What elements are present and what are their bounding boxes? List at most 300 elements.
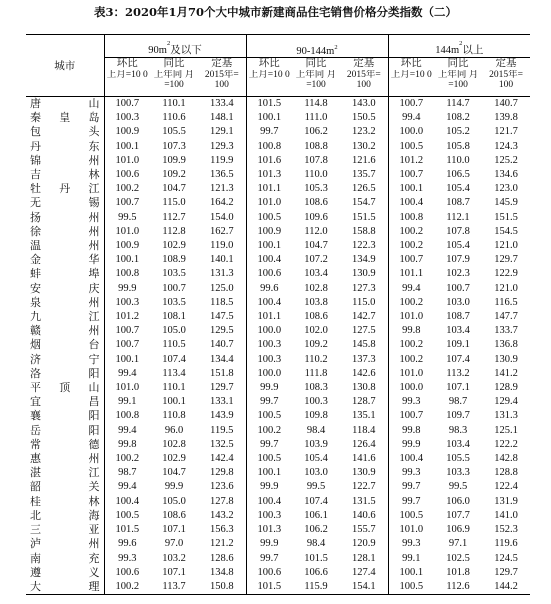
- index-value-cell: 100.7: [115, 325, 140, 337]
- index-value-cell: 102.8: [304, 282, 328, 294]
- index-value-cell: 130.2: [340, 140, 388, 154]
- index-value-cell: 129.7: [494, 254, 518, 266]
- index-value-cell: 103.3: [446, 467, 470, 479]
- index-value-cell: 102.9: [162, 453, 186, 465]
- index-value-cell: 154.0: [198, 211, 246, 225]
- index-value-cell: 108.3: [304, 382, 328, 394]
- index-value-cell: 118.4: [340, 424, 388, 438]
- index-value-cell: 133.7: [494, 325, 518, 337]
- index-value-cell: 100.2: [115, 183, 140, 195]
- index-value-cell: 108.7: [446, 197, 470, 209]
- index-value-cell: 100.4: [399, 197, 424, 209]
- index-value-cell: 108.8: [304, 140, 328, 152]
- index-value-cell: 100.9: [115, 240, 140, 252]
- index-value-cell: 142.8: [494, 453, 518, 465]
- index-value-cell: 105.5: [162, 126, 186, 138]
- index-value-cell: 99.5: [118, 211, 137, 223]
- index-value-cell: 101.8: [446, 566, 470, 578]
- index-value-cell: 107.1: [162, 566, 186, 578]
- table-row: [26, 225, 530, 239]
- index-value-cell: 99.8: [402, 325, 421, 337]
- table-row: [26, 140, 530, 154]
- index-value-cell: 97.0: [164, 538, 184, 550]
- index-value-cell: 100.1: [399, 183, 424, 195]
- index-value-cell: 100.1: [115, 254, 140, 266]
- city-name-cell: 烟台: [26, 338, 104, 352]
- index-value-cell: 106.0: [446, 495, 470, 507]
- index-value-cell: 100.4: [399, 453, 424, 465]
- index-value-cell: 99.3: [118, 552, 137, 564]
- index-value-cell: 103.4: [304, 268, 328, 280]
- index-value-cell: 102.9: [162, 240, 186, 252]
- city-name-cell: 九江: [26, 310, 104, 324]
- index-value-cell: 100.9: [115, 126, 140, 138]
- index-value-cell: 99.3: [402, 396, 421, 408]
- index-value-cell: 100.1: [257, 112, 282, 124]
- index-value-cell: 99.7: [260, 552, 279, 564]
- index-value-cell: 129.7: [494, 566, 518, 578]
- index-value-cell: 99.4: [118, 367, 137, 379]
- sub-header-yoy: 同比: [163, 58, 185, 69]
- index-value-cell: 112.7: [162, 211, 186, 223]
- table-row: [26, 182, 530, 196]
- city-name-cell: 襄阳: [26, 409, 104, 423]
- index-value-cell: 100.1: [115, 353, 140, 365]
- table-row: [26, 367, 530, 381]
- index-value-cell: 96.0: [164, 424, 184, 436]
- index-value-cell: 126.4: [340, 438, 388, 452]
- index-value-cell: 139.8: [494, 112, 518, 124]
- index-value-cell: 145.8: [340, 338, 388, 352]
- group-header: $90m^2$及以下: [104, 35, 246, 58]
- sub-header-base: 定基: [495, 58, 517, 69]
- index-value-cell: 100.4: [257, 495, 282, 507]
- index-value-cell: 103.2: [162, 552, 186, 564]
- index-value-cell: 107.4: [304, 495, 328, 507]
- index-value-cell: 100.2: [399, 225, 424, 237]
- index-value-cell: 134.8: [198, 566, 246, 580]
- index-value-cell: 125.0: [198, 282, 246, 296]
- index-value-cell: 130.9: [340, 267, 388, 281]
- index-value-cell: 99.1: [402, 552, 421, 564]
- index-value-cell: 122.7: [340, 480, 388, 494]
- index-value-cell: 128.8: [494, 467, 518, 479]
- city-name-cell: 赣州: [26, 324, 104, 338]
- index-value-cell: 124.3: [494, 140, 518, 152]
- table-title: 表3：2020年1月70个大中城市新建商品住宅销售价格分类指数（二）: [93, 5, 457, 19]
- index-value-cell: 110.1: [162, 382, 186, 394]
- index-value-cell: 108.7: [446, 311, 470, 323]
- sub-header-base: 定基: [198, 58, 246, 71]
- index-value-cell: 100.2: [104, 580, 150, 595]
- index-value-cell: 103.0: [304, 467, 328, 479]
- index-value-cell: 109.2: [162, 169, 186, 181]
- index-value-cell: 100.3: [257, 339, 282, 351]
- index-value-cell: 125.2: [494, 154, 518, 166]
- index-value-cell: 101.3: [257, 524, 282, 536]
- index-value-cell: 99.5: [306, 481, 326, 493]
- index-value-cell: 100.4: [257, 296, 282, 308]
- index-value-cell: 121.6: [340, 154, 388, 168]
- index-value-cell: 101.0: [399, 524, 424, 536]
- index-value-cell: 131.3: [494, 410, 518, 422]
- index-value-cell: 100.7: [115, 197, 140, 209]
- index-value-cell: 123.0: [494, 183, 518, 195]
- sub-header-base: 定基: [340, 58, 388, 71]
- index-value-cell: 140.1: [198, 253, 246, 267]
- index-value-cell: 145.9: [494, 197, 518, 209]
- index-value-cell: 123.6: [198, 480, 246, 494]
- table-row: [26, 537, 530, 551]
- index-value-cell: 105.0: [162, 325, 186, 337]
- index-value-cell: 100.7: [399, 169, 424, 181]
- index-value-cell: 100.8: [257, 140, 282, 152]
- index-value-cell: 110.2: [304, 353, 328, 365]
- base-label-yoy: 上年同 月=100: [292, 70, 340, 97]
- price-index-table: [26, 34, 530, 595]
- city-name-cell: 遵义: [26, 566, 104, 580]
- index-value-cell: 99.4: [402, 112, 421, 124]
- index-value-cell: 141.2: [494, 367, 518, 379]
- table-row: [26, 466, 530, 480]
- index-value-cell: 100.2: [399, 339, 424, 351]
- index-value-cell: 123.2: [340, 125, 388, 139]
- index-value-cell: 108.6: [304, 311, 328, 323]
- base-label-mom: 上月=10 0: [388, 70, 434, 97]
- index-value-cell: 107.8: [304, 154, 328, 166]
- index-value-cell: 154.5: [494, 225, 518, 237]
- index-value-cell: 111.8: [304, 367, 328, 379]
- index-value-cell: 100.6: [257, 268, 282, 280]
- index-value-cell: 101.0: [399, 311, 424, 323]
- base-label-yoy: 上年同 月=100: [434, 70, 482, 97]
- index-value-cell: 127.3: [340, 282, 388, 296]
- index-value-cell: 110.0: [446, 154, 470, 166]
- city-name-cell: 安庆: [26, 282, 104, 296]
- index-value-cell: 99.7: [260, 396, 279, 408]
- index-value-cell: 99.9: [260, 382, 279, 394]
- city-name-cell: 吉林: [26, 168, 104, 182]
- index-value-cell: 100.3: [115, 112, 140, 124]
- index-value-cell: 126.5: [340, 182, 388, 196]
- table-row: [26, 381, 530, 395]
- index-value-cell: 105.2: [446, 126, 470, 138]
- table-body: [26, 97, 530, 595]
- index-value-cell: 107.1: [446, 382, 470, 394]
- city-name-cell: 无锡: [26, 196, 104, 210]
- index-value-cell: 107.8: [446, 225, 470, 237]
- index-value-cell: 104.7: [162, 467, 186, 479]
- index-value-cell: 135.1: [340, 409, 388, 423]
- index-value-cell: 100.1: [257, 240, 282, 252]
- index-value-cell: 100.7: [115, 98, 140, 109]
- index-value-cell: 156.3: [198, 523, 246, 537]
- index-value-cell: 134.6: [494, 169, 518, 181]
- index-value-cell: 98.3: [448, 424, 468, 436]
- base-label-fixed: 2015年= 100: [198, 70, 246, 97]
- index-value-cell: 129.1: [198, 125, 246, 139]
- index-value-cell: 110.5: [162, 339, 186, 351]
- index-value-cell: 107.7: [446, 509, 470, 521]
- index-value-cell: 103.4: [446, 325, 470, 337]
- base-label-mom: 上月=10 0: [104, 70, 150, 97]
- index-value-cell: 130.8: [340, 381, 388, 395]
- city-name-cell: 蚌埠: [26, 267, 104, 281]
- index-value-cell: 107.1: [162, 524, 186, 536]
- city-column-header: 城市: [26, 35, 104, 97]
- table-row: [26, 409, 530, 423]
- index-value-cell: 120.9: [340, 537, 388, 551]
- index-value-cell: 99.9: [402, 438, 421, 450]
- index-value-cell: 98.7: [448, 396, 468, 408]
- index-value-cell: 106.1: [304, 509, 328, 521]
- index-value-cell: 128.9: [494, 382, 518, 394]
- city-name-cell: 扬州: [26, 211, 104, 225]
- index-value-cell: 115.9: [292, 580, 340, 595]
- sub-header-mom: 环比: [116, 58, 138, 69]
- index-value-cell: 100.2: [399, 353, 424, 365]
- index-value-cell: 131.9: [494, 495, 518, 507]
- index-value-cell: 133.1: [198, 395, 246, 409]
- index-value-cell: 151.5: [494, 211, 518, 223]
- index-value-cell: 100.5: [115, 509, 140, 521]
- group-header: $90-144m^2$: [246, 35, 388, 58]
- index-value-cell: 99.4: [402, 282, 421, 294]
- index-value-cell: 103.5: [162, 268, 186, 280]
- index-value-cell: 106.6: [304, 566, 328, 578]
- city-name-cell: 洛阳: [26, 367, 104, 381]
- table-row: [26, 395, 530, 409]
- index-value-cell: 99.9: [260, 481, 279, 493]
- index-value-cell: 122.3: [340, 239, 388, 253]
- index-value-cell: 143.2: [198, 509, 246, 523]
- city-name-cell: 北海: [26, 509, 104, 523]
- index-value-cell: 140.6: [340, 509, 388, 523]
- index-value-cell: 100.7: [162, 282, 186, 294]
- index-value-cell: 134.4: [198, 353, 246, 367]
- index-value-cell: 100.1: [257, 467, 282, 479]
- index-value-cell: 105.8: [446, 140, 470, 152]
- index-value-cell: 101.5: [246, 580, 292, 595]
- index-value-cell: 100.7: [446, 282, 470, 294]
- index-value-cell: 99.3: [402, 538, 421, 550]
- index-value-cell: 100.3: [304, 396, 328, 408]
- index-value-cell: 99.8: [402, 424, 421, 436]
- index-value-cell: 115.0: [340, 296, 388, 310]
- index-value-cell: 101.2: [399, 154, 424, 166]
- index-value-cell: 151.5: [340, 211, 388, 225]
- index-value-cell: 99.3: [402, 467, 421, 479]
- index-value-cell: 112.0: [304, 225, 328, 237]
- index-value-cell: 101.0: [115, 154, 140, 166]
- index-value-cell: 128.7: [340, 395, 388, 409]
- index-value-cell: 99.9: [118, 282, 137, 294]
- index-value-cell: 108.2: [446, 112, 470, 124]
- index-value-cell: 98.7: [118, 467, 137, 479]
- city-name-cell: 三亚: [26, 523, 104, 537]
- index-value-cell: 100.2: [399, 240, 424, 252]
- index-value-cell: 101.0: [115, 225, 140, 237]
- index-value-cell: 100.8: [115, 268, 140, 280]
- city-name-cell: 温州: [26, 239, 104, 253]
- base-label-fixed: 2015年= 100: [340, 70, 388, 97]
- base-label-fixed: 2015年= 100: [482, 70, 530, 97]
- index-value-cell: 127.8: [198, 495, 246, 509]
- index-value-cell: 110.1: [162, 98, 186, 109]
- table-row: [26, 310, 530, 324]
- index-value-cell: 106.2: [304, 126, 328, 138]
- index-value-cell: 101.0: [115, 382, 140, 394]
- table-row: [26, 424, 530, 438]
- table-row: [26, 353, 530, 367]
- index-value-cell: 99.4: [118, 424, 137, 436]
- city-name-cell: 金华: [26, 253, 104, 267]
- index-value-cell: 132.5: [198, 438, 246, 452]
- index-value-cell: 108.6: [162, 509, 186, 521]
- index-value-cell: 105.0: [162, 495, 186, 507]
- index-value-cell: 144.2: [482, 580, 530, 595]
- city-name-cell: 济宁: [26, 353, 104, 367]
- city-name-cell: 泸州: [26, 537, 104, 551]
- index-value-cell: 154.1: [340, 580, 388, 595]
- table-row: [26, 97, 530, 112]
- index-value-cell: 124.5: [494, 552, 518, 564]
- group-header: $144m^2$以上: [388, 35, 530, 58]
- index-value-cell: 131.3: [198, 267, 246, 281]
- index-value-cell: 115.0: [162, 197, 186, 209]
- index-value-cell: 141.6: [340, 452, 388, 466]
- index-value-cell: 134.9: [340, 253, 388, 267]
- index-value-cell: 103.0: [446, 296, 470, 308]
- index-value-cell: 154.7: [340, 196, 388, 210]
- index-value-cell: 99.7: [402, 481, 421, 493]
- index-value-cell: 125.1: [494, 424, 518, 436]
- table-row: [26, 154, 530, 168]
- index-value-cell: 99.5: [448, 481, 468, 493]
- city-name-cell: 大理: [26, 580, 104, 595]
- sub-header-yoy: 同比: [447, 58, 469, 69]
- city-name-cell: 惠州: [26, 452, 104, 466]
- index-value-cell: 104.7: [304, 240, 328, 252]
- index-value-cell: 142.4: [198, 452, 246, 466]
- index-value-cell: 119.6: [494, 538, 518, 550]
- index-value-cell: 114.7: [446, 98, 470, 109]
- city-name-cell: 包头: [26, 125, 104, 139]
- index-value-cell: 129.8: [198, 466, 246, 480]
- index-value-cell: 102.5: [446, 552, 470, 564]
- table-row: [26, 267, 530, 281]
- index-value-cell: 106.2: [304, 524, 328, 536]
- table-row: [26, 438, 530, 452]
- table-row: [26, 509, 530, 523]
- index-value-cell: 105.3: [304, 183, 328, 195]
- index-value-cell: 97.1: [448, 538, 468, 550]
- index-value-cell: 100.3: [257, 509, 282, 521]
- table-row: [26, 168, 530, 182]
- index-value-cell: 107.9: [446, 254, 470, 266]
- index-value-cell: 100.4: [257, 254, 282, 266]
- index-value-cell: 103.5: [162, 296, 186, 308]
- index-value-cell: 164.2: [198, 196, 246, 210]
- index-value-cell: 122.4: [494, 481, 518, 493]
- index-value-cell: 129.7: [198, 381, 246, 395]
- index-value-cell: 128.6: [198, 552, 246, 566]
- table-row: [26, 552, 530, 566]
- index-value-cell: 100.5: [257, 211, 282, 223]
- index-value-cell: 100.0: [257, 325, 282, 337]
- index-value-cell: 107.4: [446, 353, 470, 365]
- index-value-cell: 129.4: [494, 396, 518, 408]
- index-value-cell: 99.4: [118, 481, 137, 493]
- index-value-cell: 106.5: [446, 169, 470, 181]
- index-value-cell: 152.3: [494, 524, 518, 536]
- index-value-cell: 102.8: [162, 438, 186, 450]
- table-row: [26, 495, 530, 509]
- index-value-cell: 102.3: [446, 268, 470, 280]
- table-row: [26, 296, 530, 310]
- index-value-cell: 100.0: [399, 126, 424, 138]
- index-value-cell: 104.7: [162, 183, 186, 195]
- index-value-cell: 119.0: [198, 239, 246, 253]
- index-value-cell: 98.4: [306, 538, 326, 550]
- index-value-cell: 100.7: [399, 254, 424, 266]
- index-value-cell: 107.2: [304, 254, 328, 266]
- index-value-cell: 122.2: [494, 438, 518, 450]
- index-value-cell: 129.5: [198, 324, 246, 338]
- index-value-cell: 151.8: [198, 367, 246, 381]
- table-row: [26, 452, 530, 466]
- index-value-cell: 100.2: [257, 424, 282, 436]
- table-row: [26, 211, 530, 225]
- index-value-cell: 109.7: [446, 410, 470, 422]
- index-value-cell: 162.7: [198, 225, 246, 239]
- index-value-cell: 135.7: [340, 168, 388, 182]
- index-value-cell: 131.5: [340, 495, 388, 509]
- index-value-cell: 137.3: [340, 353, 388, 367]
- table-row: [26, 282, 530, 296]
- index-value-cell: 100.7: [115, 339, 140, 351]
- index-value-cell: 99.8: [118, 438, 137, 450]
- index-value-cell: 128.1: [340, 552, 388, 566]
- index-value-cell: 107.4: [162, 353, 186, 365]
- base-label-yoy: 上年同 月=100: [150, 70, 198, 97]
- index-value-cell: 113.4: [162, 367, 186, 379]
- index-value-cell: 121.2: [198, 537, 246, 551]
- index-value-cell: 103.9: [304, 438, 328, 450]
- index-value-cell: 150.8: [198, 580, 246, 595]
- city-name-cell: 平顶山: [26, 381, 104, 395]
- table-row: [26, 125, 530, 139]
- index-value-cell: 100.9: [257, 225, 282, 237]
- index-value-cell: 121.0: [494, 282, 518, 294]
- city-name-cell: 桂林: [26, 495, 104, 509]
- index-value-cell: 100.6: [257, 566, 282, 578]
- index-value-cell: 100.1: [162, 396, 186, 408]
- table-row: [26, 111, 530, 125]
- index-value-cell: 101.1: [399, 268, 424, 280]
- index-value-cell: 101.1: [257, 183, 282, 195]
- table-row: [26, 580, 530, 595]
- index-value-cell: 136.5: [198, 168, 246, 182]
- index-value-cell: 119.5: [198, 424, 246, 438]
- index-value-cell: 100.5: [257, 453, 282, 465]
- city-name-cell: 韶关: [26, 480, 104, 494]
- index-value-cell: 100.1: [115, 140, 140, 152]
- index-value-cell: 108.6: [304, 197, 328, 209]
- table-row: [26, 523, 530, 537]
- index-value-cell: 116.5: [494, 296, 518, 308]
- index-value-cell: 103.4: [446, 438, 470, 450]
